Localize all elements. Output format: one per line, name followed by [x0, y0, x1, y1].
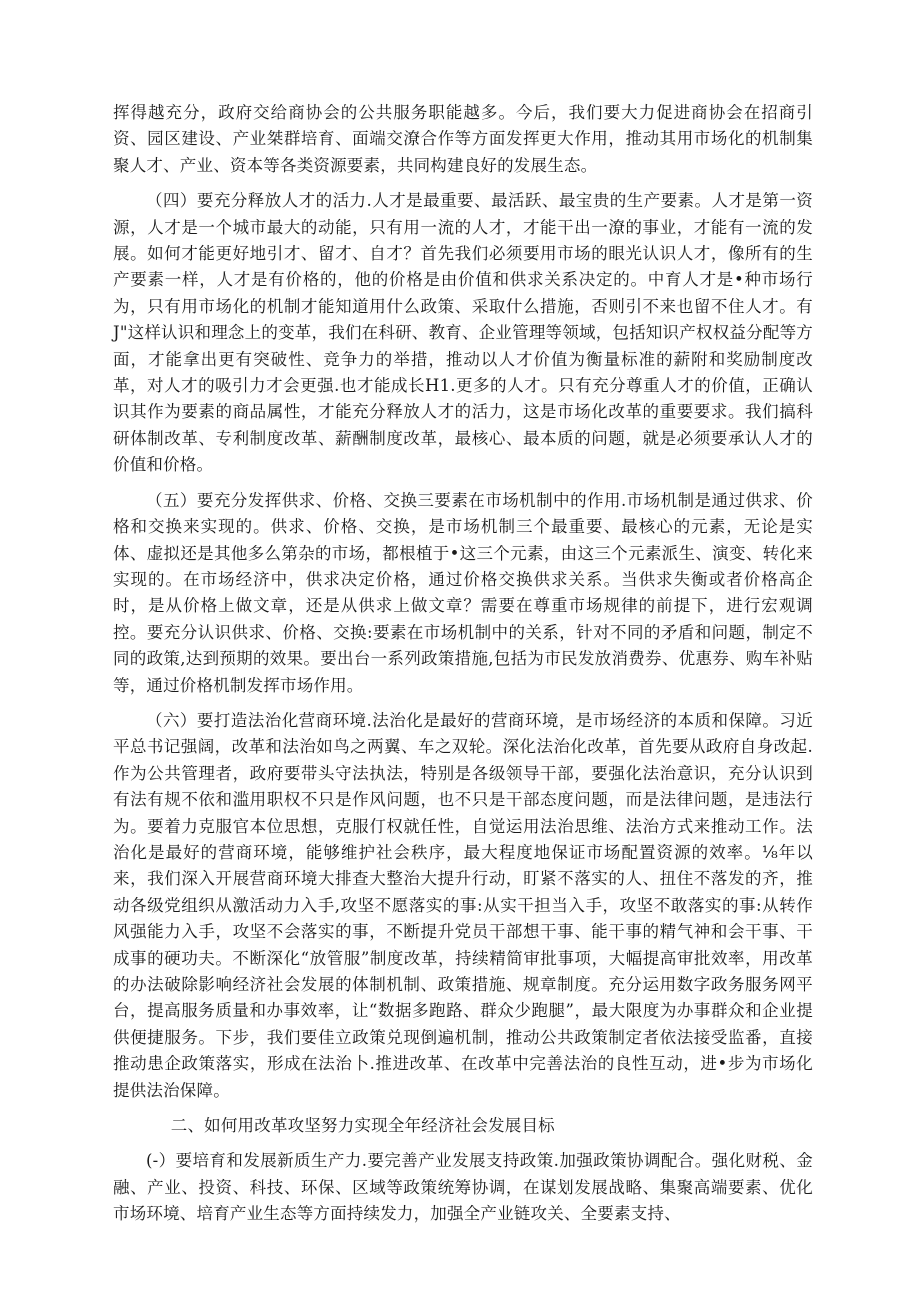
- paragraph-talent-vitality: （四）要充分释放人才的活力.人才是最重要、最活跃、最宝贵的生产要素。人才是第一资源，人才是一个城市最大的动能，只有用一流的人才，才能干出一潦的事业，才能有一流的发展。如何才能更好地引才、留才、自才？首先我们必须要用市场的眼光认识人才，像所有的生产要素一样，人才是有价格的，他的价格是由价值和供求关系决定的。中育人才是•种市场行为，只有用市场化的机制才能知道用什么政策、采取什么措施，否则引不来也留不住人才。有J"这样认识和理念上的变革，我们在科研、教育、企业管理等领域，包括知识产权权益分配等方面，才能拿出更有突破性、竞争力的举措，推动以人才价值为衡量标准的薪附和奖励制度改革，对人才的吸引力才会更强.也才能成长H1.更多的人才。只有充分尊重人才的价值，正确认识其作为要素的商品属性，才能充分释放人才的活力，这是市场化改革的重要要求。我们搞科研体制改革、专利制度改革、薪酬制度改革，最核心、最本质的问题，就是必须要承认人才的价值和价格。: [113, 191, 813, 475]
- paragraph-market-mechanism: （五）要充分发挥供求、价格、交换三要素在市场机制中的作用.市场机制是通过供求、价格和交换来实现的。供求、价格、交换，是市场机制三个最重要、最核心的元素，无论是实体、虚拟还是其他多么第杂的市场，都根植于•这三个元素，由这三个元素派生、演变、转化来实现的。在市场经济中，供求决定价格，通过价格交换供求关系。当供求失衡或者价格高企时，是从价格上做文章，还是从供求上做文章？需要在尊重市场规律的前提下，进行宏观调控。要充分认识供求、价格、交换:要素在市场机制中的关系，针对不同的矛盾和问题，制定不同的政策,达到预期的效果。要出台一系列政策措施,包括为市民发放消费券、优惠券、购车补贴等，通过价格机制发挥市场作用。: [113, 490, 813, 695]
- text-column: [113, 100, 813, 1228]
- paragraph-new-productivity: (-）要培育和发展新质生产力.要完善产业发展支持政策.加强政策协调配合。强化财税、金融、产业、投资、科技、环保、区域等政策统筹协调，在谋划发展战略、集聚高端要素、优化市场环境、培育产业生态等方面持续发力，加强全产业链攻关、全要素支持、: [113, 1151, 813, 1224]
- paragraph-continuation: 挥得越充分，政府交给商协会的公共服务职能越多。今后，我们要大力促进商协会在招商引资、园区建设、产业桀群培育、面端交潦合作等方面发挥更大作用，推动其用市场化的机制集聚人才、产业、资本等各类资源要素，共同构建良好的发展生态。: [113, 103, 813, 175]
- paragraph-rule-of-law: （六）要打造法治化营商环境.法治化是最好的营商环境，是市场经济的本质和保障。习近平总书记强阔，改革和法治如鸟之两翼、车之双轮。深化法治化改革，首先要从政府自身改起.作为公共管理者，政府要带头守法执法，特别是各级领导干部，要强化法治意识，充分认识到有法有规不依和滥用职权不只是作风问题，也不只是干部态度问题，而是法律问题，是违法行为。要着力克服官本位思想，克服仃权就任性，自觉运用法治思维、法治方式来推动工作。法治化是最好的营商环境，能够维护社会秩序，最大程度地保证市场配置资源的效率。⅛年以来，我们深入开展营商环境大排查大整治大提升行动，盯紧不落实的人、扭住不落发的齐，推动各级党组织从激活动力入手,攻坚不愿落实的事:从实干担当入手，攻坚不敢落实的事:从转作风强能力入手，攻坚不会落实的事，不断提升党员干部想干事、能干事的精气神和会干事、干成事的硬功夫。不断深化“放管服”制度改革，持续精简审批事项，大幅提高审批效率，用改革的办法破除影响经济社会发展的体制机制、政策措施、规章制度。充分运用数字政务服务网平台，提高服务质量和办事效率，让“数据多跑路、群众少跑腿”，最大限度为办事群众和企业提供便捷服务。下步，我们要佳立政策兑现倒遍机制，推动公共政策制定者依法接受监番，直接推动患企政策落实，形成在法治卜.推进改革、在改革中完善法治的良性互动，进•步为市场化提供法治保障。: [113, 710, 813, 1100]
- section-heading: 二、如何用改革攻坚努力实现全年经济社会发展目标: [170, 1116, 555, 1136]
